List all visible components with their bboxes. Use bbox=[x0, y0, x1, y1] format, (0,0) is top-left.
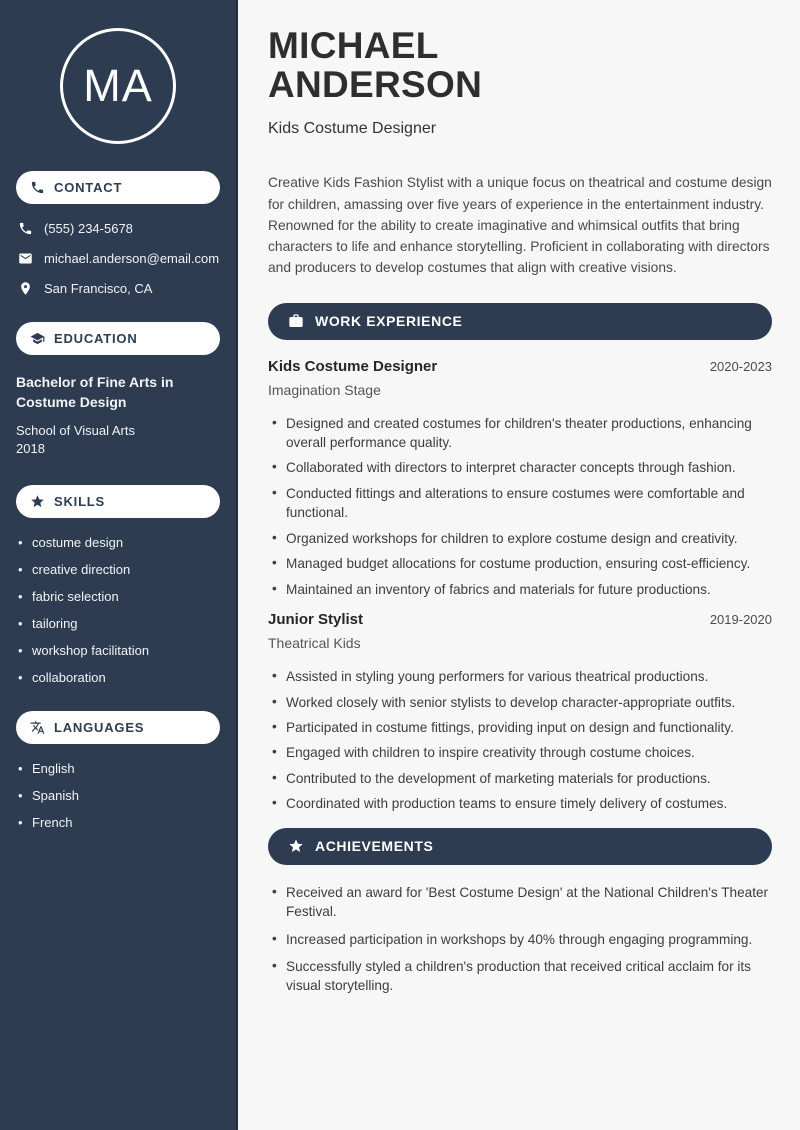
job-bullet-list bbox=[268, 414, 772, 600]
avatar bbox=[60, 28, 176, 144]
avatar-initials: MA bbox=[83, 60, 153, 111]
skills-section-header bbox=[16, 485, 220, 518]
job-title: Kids Costume Designer bbox=[268, 357, 438, 375]
job-header bbox=[268, 611, 772, 628]
contact-email-row bbox=[18, 251, 218, 266]
contact-location-row bbox=[18, 281, 218, 296]
languages-list bbox=[16, 761, 220, 830]
achievements-title: ACHIEVEMENTS bbox=[315, 838, 434, 855]
job-bullet: • Worked closely with senior stylists to develop character-appropriate outfits. bbox=[268, 693, 772, 712]
contact-title: CONTACT bbox=[54, 180, 123, 195]
job-entry bbox=[268, 358, 772, 600]
job-bullet: • Coordinated with production teams to ensure timely delivery of costumes. bbox=[268, 794, 772, 813]
person-name bbox=[268, 26, 772, 104]
job-dates: 2019-2020 bbox=[709, 612, 772, 628]
language-item: • Spanish bbox=[16, 788, 220, 803]
languages-title: LANGUAGES bbox=[54, 720, 145, 736]
job-title: Junior Stylist bbox=[268, 611, 364, 629]
envelope-icon bbox=[18, 251, 33, 266]
skill-item: • creative direction bbox=[16, 562, 220, 577]
skill-item: • workshop facilitation bbox=[16, 643, 220, 658]
job-entry bbox=[268, 611, 772, 814]
skill-item: • collaboration bbox=[16, 670, 220, 685]
achievement-bullet: • Successfully styled a children's production that received critical acclaim for its visual storytelling. bbox=[268, 957, 772, 996]
translate-icon bbox=[30, 720, 45, 735]
job-bullet: • Collaborated with directors to interpret character concepts through fashion. bbox=[268, 458, 772, 477]
skill-item: • costume design bbox=[16, 535, 220, 550]
job-bullet: • Organized workshops for children to explore costume design and creativity. bbox=[268, 529, 772, 548]
job-bullet: • Contributed to the development of marketing materials for productions. bbox=[268, 769, 772, 788]
phone-icon bbox=[18, 221, 33, 236]
education-title: EDUCATION bbox=[54, 331, 138, 346]
education-degree: Bachelor of Fine Arts in Costume Design bbox=[16, 374, 174, 411]
job-bullet: • Participated in costume fittings, providing input on design and functionality. bbox=[268, 718, 772, 737]
person-name-line1: MICHAEL bbox=[268, 25, 439, 66]
graduation-cap-icon bbox=[30, 331, 45, 346]
skills-list bbox=[16, 535, 220, 685]
job-bullet: • Designed and created costumes for children's theater productions, enhancing overall performance quality. bbox=[268, 414, 772, 453]
education-year: 2018 bbox=[16, 441, 45, 457]
contact-email-value: michael.anderson@email.com bbox=[44, 251, 220, 266]
work-experience-title: WORK EXPERIENCE bbox=[315, 313, 463, 330]
job-company: Imagination Stage bbox=[268, 381, 381, 398]
job-company: Theatrical Kids bbox=[268, 635, 361, 652]
skill-item: • fabric selection bbox=[16, 589, 220, 604]
achievement-bullet: • Received an award for 'Best Costume Design' at the National Children's Theater Festival. bbox=[268, 883, 772, 922]
education-section-header bbox=[16, 322, 220, 355]
person-name-line2: ANDERSON bbox=[268, 64, 483, 106]
briefcase-icon bbox=[288, 313, 304, 329]
contact-phone-row bbox=[18, 221, 218, 236]
star-icon bbox=[288, 838, 304, 854]
job-bullet-list bbox=[268, 667, 772, 814]
achievements-section-header bbox=[268, 828, 772, 865]
job-bullet: • Engaged with children to inspire creativity through costume choices. bbox=[268, 743, 772, 762]
map-pin-icon bbox=[18, 281, 33, 296]
job-bullet: • Maintained an inventory of fabrics and materials for future productions. bbox=[268, 580, 772, 599]
job-bullet: • Assisted in styling young performers for various theatrical productions. bbox=[268, 667, 772, 686]
job-dates: 2020-2023 bbox=[709, 358, 772, 374]
profile-summary: Creative Kids Fashion Stylist with a unique focus on theatrical and costume design for children, amassing over five years of experience in the entertainment industry. Renowned for the ability to create imaginative and whimsical outfits that bring characters to life and enhance storytelling. Proficient in collaborating with directors and producers to develop costumes that align with creative visions. bbox=[268, 175, 772, 276]
phone-icon bbox=[30, 180, 45, 195]
sidebar bbox=[0, 0, 238, 1130]
contact-location-value: San Francisco, CA bbox=[44, 281, 153, 296]
language-item: • English bbox=[16, 761, 220, 776]
job-bullet: • Conducted fittings and alterations to ensure costumes were comfortable and functional. bbox=[268, 484, 772, 523]
star-icon bbox=[30, 494, 45, 509]
contact-phone-value: (555) 234-5678 bbox=[44, 221, 133, 236]
skill-item: • tailoring bbox=[16, 616, 220, 631]
achievement-bullet: • Increased participation in workshops by 40% through engaging programming. bbox=[268, 930, 772, 949]
achievements-list bbox=[268, 883, 772, 996]
job-bullet: • Managed budget allocations for costume production, ensuring cost-efficiency. bbox=[268, 554, 772, 573]
language-item: • French bbox=[16, 815, 220, 830]
skills-title: SKILLS bbox=[54, 494, 106, 510]
contact-section-header bbox=[16, 171, 220, 204]
languages-section-header bbox=[16, 711, 220, 744]
education-school: School of Visual Arts bbox=[16, 422, 135, 438]
person-job-title: Kids Costume Designer bbox=[268, 120, 437, 138]
work-experience-section-header bbox=[268, 303, 772, 340]
job-header bbox=[268, 358, 772, 375]
main-content bbox=[238, 0, 800, 1130]
